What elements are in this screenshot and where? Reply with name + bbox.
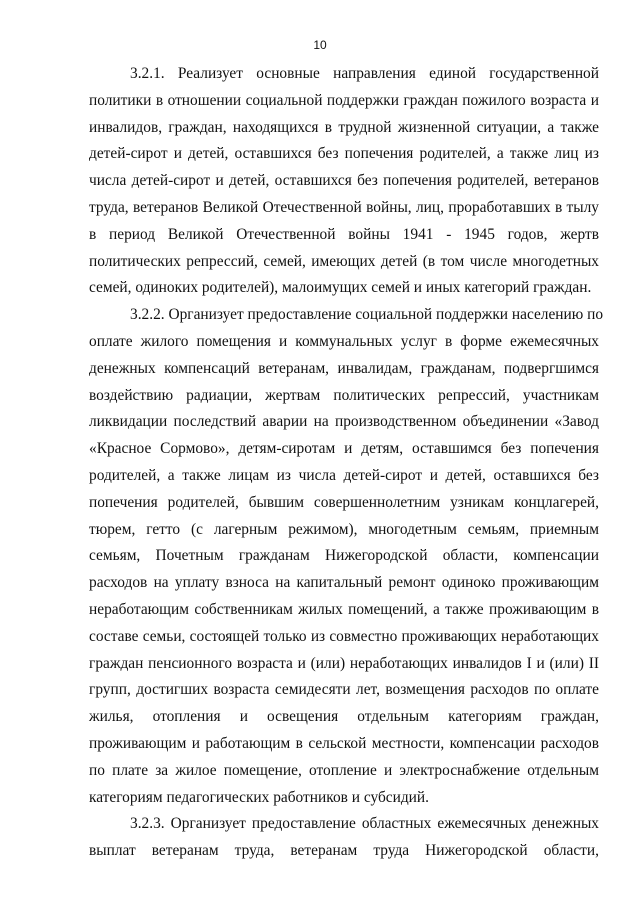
text-line: попечения родителей, бывшим совершеннолетним узникам концлагерей, — [89, 493, 599, 511]
text-line: проживающим и работающим в сельской местности, компенсации расходов — [89, 734, 599, 752]
text-line: семей, одиноких родителей), малоимущих семей и иных категорий граждан. — [89, 279, 592, 297]
text-line: политических репрессий, семей, имеющих детей (в том числе многодетных — [89, 252, 599, 270]
page-number: 10 — [313, 38, 327, 52]
text-line: составе семьи, состоящей только из совместно проживающих неработающих — [89, 627, 599, 645]
text-line: 3.2.2. Организует предоставление социальной поддержки населению по — [130, 306, 604, 324]
document-body — [89, 61, 604, 865]
text-line: оплате жилого помещения и коммунальных услуг в форме ежемесячных — [89, 332, 599, 350]
text-line: ликвидации последствий аварии на производственном объединении «Завод — [89, 413, 599, 431]
text-line: групп, достигших возраста семидесяти лет, возмещения расходов по оплате — [89, 681, 599, 699]
text-line: числа детей-сирот и детей, оставшихся без попечения родителей, ветеранов — [89, 172, 599, 190]
text-line: расходов на уплату взноса на капитальный ремонт одиноко проживающим — [89, 574, 599, 592]
text-line: семьям, Почетным гражданам Нижегородской области, компенсации — [89, 547, 599, 565]
text-line: выплат ветеранам труда, ветеранам труда Нижегородской области, — [89, 842, 599, 860]
text-line: 3.2.3. Организует предоставление областных ежемесячных денежных — [130, 815, 599, 833]
text-line: категориям педагогических работников и субсидий. — [89, 788, 430, 806]
text-line: воздействию радиации, жертвам политических репрессий, участникам — [89, 386, 599, 404]
paragraph-3-2-1 — [89, 61, 599, 302]
text-line: неработающим собственникам жилых помещений, а также проживающим в — [89, 600, 599, 618]
text-line: детей-сирот и детей, оставшихся без попечения родителей, а также лиц из — [89, 145, 599, 163]
text-line: тюрем, гетто (с лагерным режимом), многодетным семьям, приемным — [89, 520, 599, 538]
text-line: родителей, а также лицам из числа детей-сирот и детей, оставшихся без — [89, 466, 599, 484]
text-line: инвалидов, граждан, находящихся в трудной жизненной ситуации, а также — [89, 118, 599, 136]
text-line: денежных компенсаций ветеранам, инвалидам, гражданам, подвергшимся — [89, 359, 599, 377]
text-line: в период Великой Отечественной войны 1941 - 1945 годов, жертв — [89, 225, 599, 243]
text-line: 3.2.1. Реализует основные направления единой государственной — [130, 65, 599, 82]
paragraph-3-2-2 — [89, 302, 604, 811]
text-line: граждан пенсионного возраста и (или) неработающих инвалидов I и (или) II — [89, 654, 599, 672]
text-line: по плате за жилое помещение, отопление и электроснабжение отдельным — [89, 761, 599, 779]
paragraph-3-2-3 — [89, 811, 599, 865]
text-line: политики в отношении социальной поддержки граждан пожилого возраста и — [89, 91, 599, 109]
text-line: «Красное Сормово», детям-сиротам и детям, оставшимся без попечения — [89, 440, 599, 458]
text-line: жилья, отопления и освещения отдельным категориям граждан, — [89, 708, 599, 726]
text-line: труда, ветеранов Великой Отечественной войны, лиц, проработавших в тылу — [89, 198, 599, 216]
